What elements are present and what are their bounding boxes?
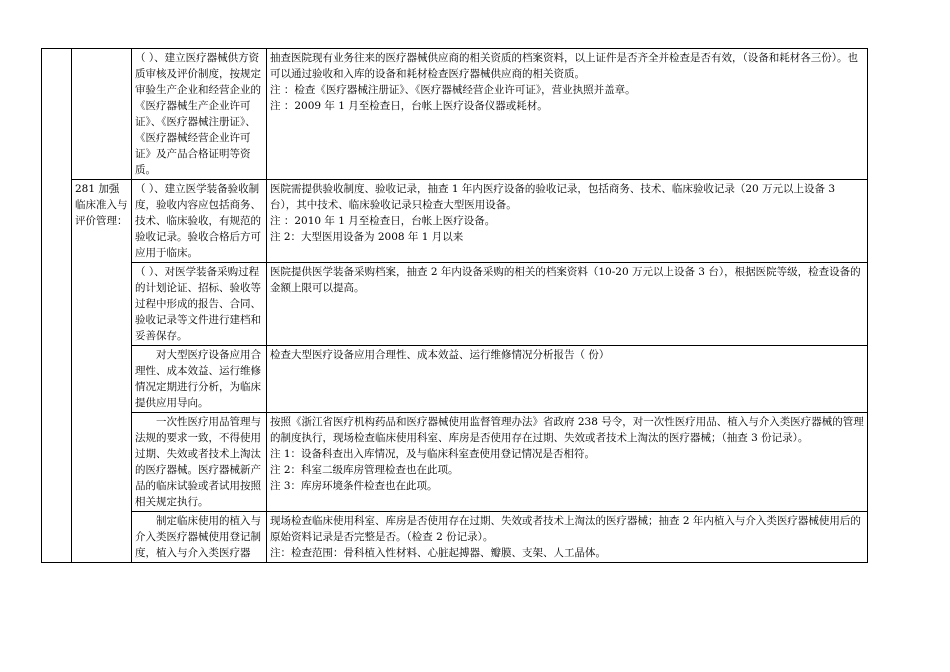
method-note: 注 2：大型医用设备为 2008 年 1 月以来 — [270, 231, 464, 243]
requirement-cell — [132, 346, 267, 413]
item-title: 281 加强临床准入与评价管理： — [75, 183, 128, 227]
item-cell — [72, 180, 132, 563]
method-note: 注 ：2010 年 1 月至检查日，台帐上医疗设备。 — [270, 215, 496, 227]
method-cell — [267, 512, 868, 563]
requirement-text: （ ）、建立医疗器械供方资质审核及评价制度，按规定审验生产企业和经营企业的《医疗器械生产企业许可证》、《医疗器械注册证》、《医疗器械经营企业许可证》及产品合格证明等资质。 — [135, 52, 261, 176]
table-row — [42, 180, 868, 263]
table-row — [42, 346, 868, 413]
method-note: 注：检查范围：骨科植入性材料、心脏起搏器、瓣膜、支架、人工晶体。 — [270, 547, 606, 559]
table-row — [42, 413, 868, 512]
requirement-text: 对大型医疗设备应用合理性、成本效益、运行维修情况定期进行分析，为临床提供应用导向。 — [135, 349, 261, 409]
method-note: 注 3：库房环境条件检查也在此项。 — [270, 480, 438, 492]
method-text: 按照《浙江省医疗机构药品和医疗器械使用监督管理办法》省政府 238 号令，对一次性医疗用品、植入与介入类医疗器械的管理的制度执行，现场检查临床使用科室、库房是否使用存在过期、失效或者技术上淘汰的医疗器械；（抽查 3 份记录）。 — [270, 416, 864, 444]
requirement-cell — [132, 180, 267, 263]
table-row — [42, 512, 868, 563]
method-text: 医院需提供验收制度、验收记录，抽查 1 年内医疗设备的验收记录，包括商务、技术、临床验收记录（20 万元以上设备 3 台），其中技术、临床验收记录只检查大型医用设备。 — [270, 183, 836, 211]
method-note: 注 1：设备科查出入库情况，及与临床科室查使用登记情况是否相符。 — [270, 448, 596, 460]
method-cell — [267, 49, 868, 180]
requirement-text: （ ）、对医学装备采购过程的计划论证、招标、验收等过程中形成的报告、合同、验收记录等文件进行建档和妥善保存。 — [135, 266, 261, 342]
requirement-text: 制定临床使用的植入与介入类医疗器械使用登记制度，植入与介入类医疗器 — [135, 515, 261, 559]
requirement-cell — [132, 512, 267, 563]
method-text: 检查大型医疗设备应用合理性、成本效益、运行维修情况分析报告（ 份） — [270, 349, 610, 361]
method-cell — [267, 413, 868, 512]
method-cell — [267, 346, 868, 413]
category-cell — [42, 49, 72, 563]
method-note: 注 2：科室二级库房管理检查也在此项。 — [270, 464, 459, 476]
requirement-text: （ ）、建立医学装备验收制度，验收内容应包括商务、技术、临床验收，有规范的验收记录。验收合格后方可应用于临床。 — [135, 183, 261, 259]
item-cell — [72, 49, 132, 180]
requirement-cell — [132, 413, 267, 512]
method-text: 医院提供医学装备采购档案，抽查 2 年内设备采购的相关的档案资料（10-20 万元以上设备 3 台），根据医院等级，检查设备的金额上限可以提高。 — [270, 266, 861, 294]
requirement-cell — [132, 263, 267, 346]
requirement-cell — [132, 49, 267, 180]
method-text: 现场检查临床使用科室、库房是否使用存在过期、失效或者技术上淘汰的医疗器械；抽查 2 年内植入与介入类医疗器械使用后的原始资料记录是否完整是否。（检查 2 份记录）。 — [270, 515, 861, 543]
inspection-standards-table — [41, 48, 868, 563]
method-note: 注 ：检查《医疗器械注册证》、《医疗器械经营企业许可证》，营业执照并盖章。 — [270, 84, 636, 96]
method-cell — [267, 180, 868, 263]
method-note: 注 ：2009 年 1 月至检查日，台帐上医疗设备仪器或耗材。 — [270, 100, 548, 112]
table-row — [42, 263, 868, 346]
method-text: 抽查医院现有业务往来的医疗器械供应商的相关资质的档案资料，以上证件是否齐全并检查是否有效，（设备和耗材各三份）。也可以通过验收和入库的设备和耗材检查医疗器械供应商的相关资质。 — [270, 52, 858, 80]
requirement-text: 一次性医疗用品管理与法规的要求一致，不得使用过期、失效或者技术上淘汰的医疗器械。医疗器械新产品的临床试验或者试用按照相关规定执行。 — [135, 416, 261, 508]
method-cell — [267, 263, 868, 346]
table-row — [42, 49, 868, 180]
